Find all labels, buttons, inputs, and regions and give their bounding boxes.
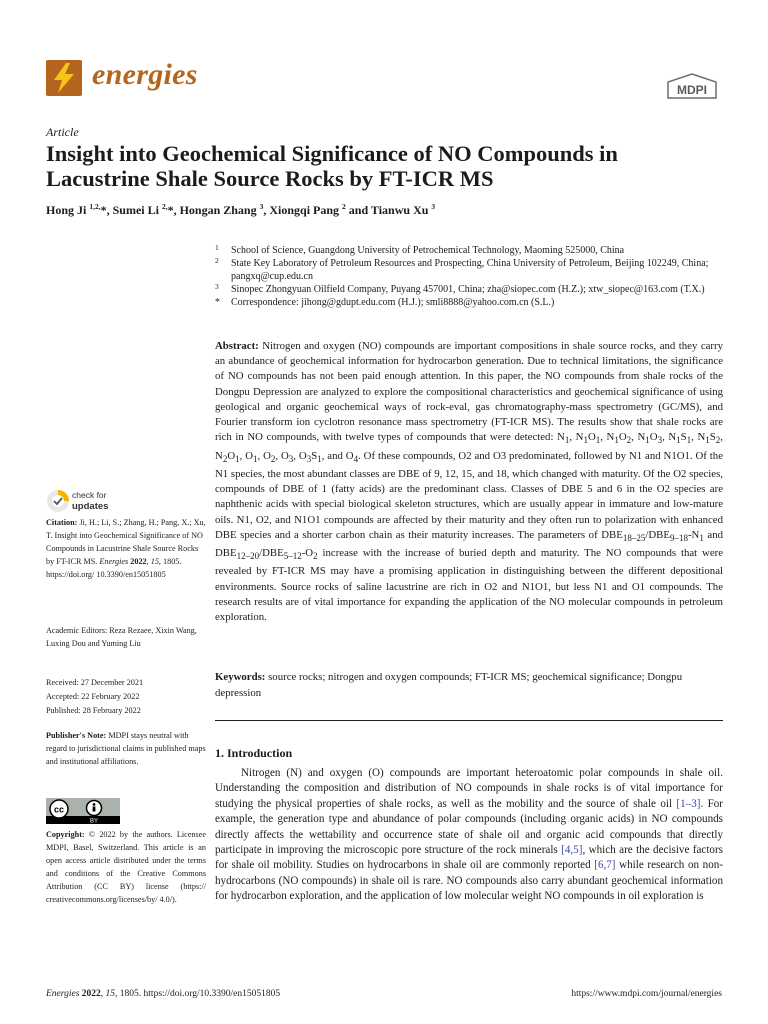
citation-link[interactable]: [6,7] (594, 859, 616, 872)
svg-text:cc: cc (53, 804, 65, 815)
cc-license-badge[interactable] (46, 798, 120, 824)
affiliation-item: 1 School of Science, Guangdong University of Petrochemical Technology, Maoming 525000, China (215, 243, 625, 256)
citation: Citation: Ji, H.; Li, S.; Zhang, H.; Pang, X.; Xu, T. Insight into Geochemical Significance of NO Compounds in Lacustrine Shale Source Rocks by FT-ICR MS. Energies 2022, 15, 1805. https://doi.org/ 10.3390/en15051805 (46, 518, 206, 579)
published-date: Published: 28 February 2022 (46, 706, 141, 715)
citation-link[interactable]: [1–3] (676, 797, 701, 810)
abstract: Abstract: Nitrogen and oxygen (NO) compounds are important compositions in shale source rocks, and they carry an abundance of geochemical information for hydrocarbon generation. Due to technical limitations, the significance of NO compounds has not been paid enough attention. In this paper, the NO compounds from shale rocks of the Dongpu Depression are analyzed to explore the compositional characteristics and geochemical significance of using geological and organic geochemical ways of rock-eval, gas chromatography-mass spectrometry (GC/MS), and Fourier transform ion cyclotron resonance mass spectrometry (FT-ICR MS). The results show that shale rocks are rich in NO compounds, with twelve types of compounds that were detected: $N_1$, $N_1O_1$, $N_1O_2$, $N_1O_3$, $N_1S_1$, $N_1S_2$, $N_2O_1$, $O_1$, $O_2$, $O_3$, $O_3S_1$, and $O_4$. Of these compounds, O2 and O3 predominated, followed by N1 and N1O1. Of the N1 species, the most abundant classes are DBE of 9, 12, 15, and 18, which changed with maturity. Of the O2 species, compounds of DBE of 1 (fatty acids) are the predominant class. Classes of DBE 5 and 6 in the O2 species are naphthenic acids with special biological skeleton structures, which are usually appear in immature and low-mature oils. N1, O2, and N1O1 compounds are affected by their maturity and they often run to polarization with enhanced DBE species and a shorter carbon chain as their maturity increases. The parameters of $DBE_{18-25}/DBE_{9-18}-N_1$ and $DBE_{12-20}/DBE_{5-12}-O_2$ increase with the increase of buried depth and maturity. The NO compounds that were revealed by FT-ICR MS may have a promising application in distinguishing between the different depositional environments. Source rocks of saline lacustrine are rich in O2 and N1O1, but less N1 and O1 compounds. The research results are of vital importance for expanding the application of the NO molecular compounds in petroleum exploration. (215, 340, 723, 624)
svg-text:BY: BY (89, 818, 99, 824)
affiliations (215, 244, 725, 309)
accepted-date: Accepted: 22 February 2022 (46, 692, 140, 701)
publisher-note: Publisher's Note: MDPI stays neutral with regard to jurisdictional claims in published maps and institutional affiliations. (46, 731, 206, 766)
footer-journal-link[interactable]: https://www.mdpi.com/journal/energies (571, 989, 722, 999)
svg-text:updates: updates (72, 501, 109, 512)
keywords: Keywords: source rocks; nitrogen and oxygen compounds; FT-ICR MS; geochemical significance; Dongpu depression (215, 671, 683, 699)
divider (215, 720, 723, 721)
article-type: Article (46, 125, 79, 139)
publisher-logo[interactable] (664, 72, 720, 102)
keywords-label: Keywords: (215, 671, 266, 683)
copyright-notice: Copyright: © 2022 by the authors. Licensee MDPI, Basel, Switzerland. This article is an open access article distributed under the terms and conditions of the Creative Commons Attribution (CC BY) license (https:// creativecommons.org/licenses/by/ 4.0/). (46, 830, 206, 904)
abstract-label: Abstract: (215, 340, 259, 352)
footer-citation: Energies 2022, 15, 1805. https://doi.org/10.3390/en15051805 (46, 989, 281, 999)
lightning-icon (46, 60, 82, 96)
check-updates-badge[interactable] (46, 488, 166, 519)
affiliation-item: 2 State Key Laboratory of Petroleum Resources and Prospecting, China University of Petroleum, Beijing 102249, China; pangxq@cup.edu.cn (215, 256, 709, 282)
journal-logo (46, 60, 82, 96)
affiliation-item: 3 Sinopec Zhongyuan Oilfield Company, Puyang 457001, China; zha@siopec.com (H.Z.); xtw_siopec@163.com (T.X.) (215, 282, 705, 295)
introduction-text: Nitrogen (N) and oxygen (O) compounds are important heteroatomic polar compounds in shale oil. Understanding the composition and distribution of NO compounds in shale rocks is of vital importance for studying the physical properties of shale rocks, as well as the mobility and the source of shale oil [1–3]. For example, the generation type and abundance of polar compounds (including organic acids) in NO compounds directly affects the wettability and occurrence state of shale oil and organic acid compounds that directly participate in improving the microscopic pore structure of the rock minerals [4,5], which are the decisive factors for shale oil mobility. Studies on hydrocarbons in shale oil are commonly reported [6,7] while research on non-hydrocarbons (NO compounds) in shale oil is rare. NO compounds also carry abundant geochemical information for hydrocarbon exploration, and the application of low molecular weight NO compounds in oil exploration is (215, 767, 723, 903)
received-date: Received: 27 December 2021 (46, 678, 144, 687)
svg-text:check for: check for (72, 490, 107, 500)
academic-editors: Academic Editors: Reza Rezaee, Xixin Wang, Luxing Dou and Yuming Liu (46, 626, 197, 648)
publisher-name: MDPI (677, 83, 707, 97)
article-title: Insight into Geochemical Significance of NO Compounds in Lacustrine Shale Source Rocks by FT-ICR MS (46, 141, 618, 191)
citation-link[interactable]: [4,5] (561, 844, 583, 857)
section-heading: 1. Introduction (215, 746, 293, 760)
journal-name[interactable]: energies (92, 58, 198, 91)
author-list: Hong Ji $^{1,2,}$*, Sumei Li $^{2,}$*, Hongan Zhang $^3$, Xiongqi Pang $^2$ and Tianwu Xu $^3$ (46, 202, 436, 217)
affiliation-item: * Correspondence: jihong@gdupt.edu.com (H.J.); smli8888@yahoo.com.cn (S.L.) (215, 297, 555, 308)
